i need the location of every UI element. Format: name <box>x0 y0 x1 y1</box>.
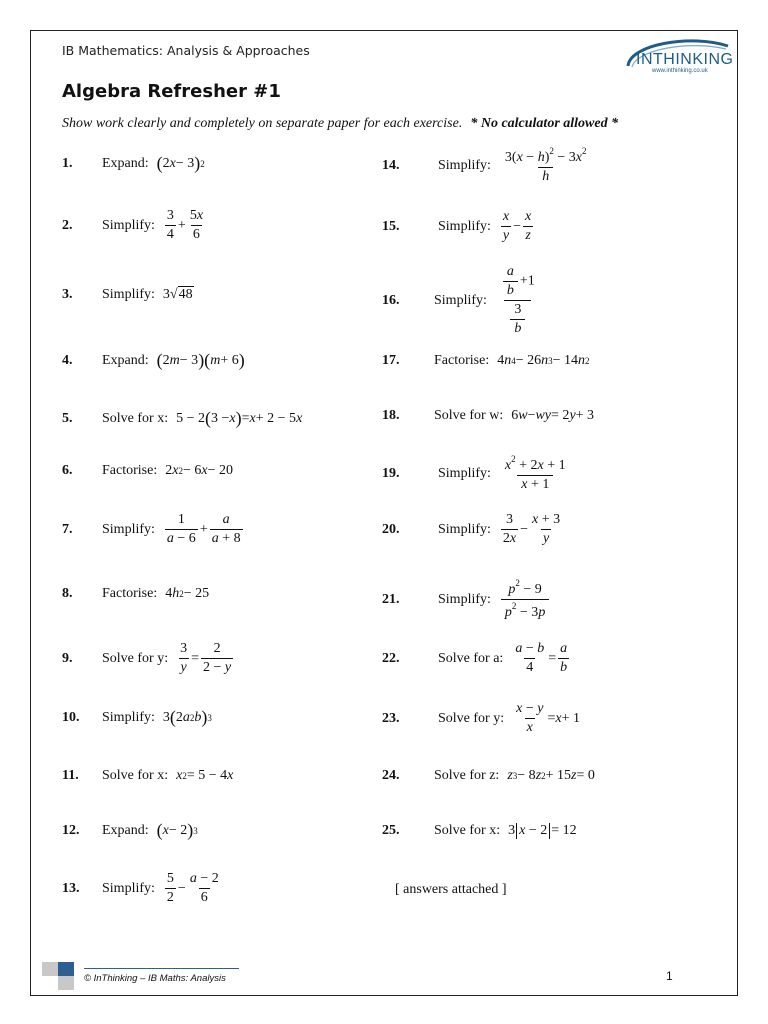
question-number: 10. <box>62 709 80 725</box>
question-verb: Simplify: <box>102 521 155 537</box>
question-verb: Factorise: <box>102 463 158 478</box>
question-expression: z 3 − 8 z 2 + 15 z = 0 <box>507 768 595 783</box>
question-24 <box>382 768 595 784</box>
question-9 <box>62 641 235 676</box>
question-verb: Solve for w: <box>434 408 504 423</box>
question-14 <box>382 146 593 185</box>
question-expression: 4 h 2 − 25 <box>165 586 210 601</box>
question-verb: Simplify: <box>438 157 491 173</box>
question-2 <box>62 208 207 243</box>
question-expression: 3 ( 2 a 2 b ) 3 <box>162 707 212 727</box>
question-expression: 5 − 2 ( 3 − x ) = x + 2 − 5 x <box>176 408 303 428</box>
question-expression: ( 2 x − 3 ) 2 <box>156 153 205 173</box>
question-number: 11. <box>62 768 79 783</box>
question-number: 8. <box>62 586 73 601</box>
page-title: Algebra Refresher #1 <box>62 81 281 102</box>
question-verb: Solve for z: <box>434 768 500 783</box>
question-verb: Solve for a: <box>438 650 504 666</box>
question-verb: Solve for y: <box>438 710 505 726</box>
question-15 <box>382 209 535 244</box>
question-10 <box>62 707 212 728</box>
question-verb: Simplify: <box>438 591 491 607</box>
instructions <box>62 116 618 132</box>
footer-divider <box>84 968 239 969</box>
question-verb: Factorise: <box>434 353 490 368</box>
question-number: 3. <box>62 286 73 302</box>
question-expression: $\frac{3}{2x}$ − $\frac{x + 3}{y}$ <box>502 512 561 546</box>
question-verb: Simplify: <box>102 217 155 233</box>
question-8 <box>62 586 209 602</box>
question-number: 24. <box>382 768 400 783</box>
question-number: 6. <box>62 463 73 478</box>
question-expression: 3 x − 2 = 12 <box>508 823 577 838</box>
question-expression: $\frac{a - b}{4}$ = $\frac{a}{b}$ <box>515 641 568 675</box>
question-expression: $\frac{x}{y}$ − $\frac{x}{z}$ <box>502 209 532 243</box>
question-expression: x 2 = 5 − 4 x <box>176 768 234 783</box>
question-number: 4. <box>62 352 73 368</box>
question-expression: $\frac{3}{y}$ = $\frac{2}{2 - y}$ <box>180 641 232 675</box>
question-number: 25. <box>382 823 400 838</box>
question-25 <box>382 823 577 839</box>
question-expression: $\frac{3}{4}$ + $\frac{5x}{6}$ <box>166 208 204 242</box>
question-expression: 4 n 4 − 26 n 3 − 14 n 2 <box>497 353 590 368</box>
footer-square <box>58 976 74 990</box>
question-expression: $\frac{1}{a - 6}$ + $\frac{a}{a + 8}$ <box>166 512 241 546</box>
question-number: 18. <box>382 408 400 423</box>
question-expression: $\frac{a}{b}$ +1 $\frac{3}{b}$ <box>495 264 541 337</box>
question-16 <box>382 264 541 337</box>
page-number: 1 <box>666 969 673 983</box>
question-expression: $\frac{5}{2}$ − $\frac{a - 2}{6}$ <box>166 871 219 905</box>
question-number: 15. <box>382 218 400 234</box>
question-verb: Simplify: <box>102 880 155 896</box>
question-number: 2. <box>62 217 73 233</box>
question-expression: $\frac{x^2 + 2x + 1}{x + 1}$ <box>504 454 566 492</box>
question-number: 12. <box>62 822 80 838</box>
question-verb: Expand: <box>102 352 149 368</box>
question-verb: Solve for y: <box>102 650 169 666</box>
question-22 <box>382 641 571 676</box>
question-expression: ( x − 2 ) 3 <box>156 820 198 840</box>
question-number: 19. <box>382 465 400 481</box>
question-verb: Simplify: <box>438 465 491 481</box>
question-23 <box>382 701 580 736</box>
question-expression: 2 x 2 − 6 x − 20 <box>165 463 233 478</box>
question-21 <box>382 578 551 621</box>
question-verb: Solve for x: <box>434 823 501 838</box>
question-19 <box>382 454 572 493</box>
question-3 <box>62 286 194 303</box>
course-title: IB Mathematics: Analysis & Approaches <box>62 43 310 58</box>
no-calculator-note: * No calculator allowed * <box>470 116 619 131</box>
question-verb: Expand: <box>102 155 149 171</box>
question-number: 14. <box>382 157 400 173</box>
footer-square <box>58 962 74 976</box>
question-1 <box>62 153 205 174</box>
question-13 <box>62 871 223 906</box>
question-4 <box>62 350 245 371</box>
question-verb: Expand: <box>102 822 149 838</box>
question-verb: Solve for x: <box>102 768 169 783</box>
question-number: 17. <box>382 353 400 368</box>
question-expression: ( 2 m − 3 )( m + 6 ) <box>156 350 245 370</box>
question-number: 21. <box>382 591 400 607</box>
question-verb: Solve for x: <box>102 410 169 426</box>
question-verb: Factorise: <box>102 586 158 601</box>
question-11 <box>62 768 233 784</box>
question-number: 9. <box>62 650 73 666</box>
question-verb: Simplify: <box>438 521 491 537</box>
answers-note: [ answers attached ] <box>395 882 507 897</box>
question-5 <box>62 408 302 429</box>
question-number: 16. <box>382 292 400 308</box>
question-number: 7. <box>62 521 73 537</box>
question-6 <box>62 463 233 479</box>
question-verb: Simplify: <box>434 292 487 308</box>
question-number: 1. <box>62 155 73 171</box>
question-number: 20. <box>382 521 400 537</box>
instructions-text: Show work clearly and completely on separate paper for each exercise. <box>62 116 463 131</box>
question-expression: $\frac{x - y}{x}$ = x + 1 <box>516 701 580 735</box>
question-20 <box>382 512 564 547</box>
logo-text: INTHINKING <box>636 51 734 68</box>
question-18 <box>382 408 594 424</box>
question-number: 22. <box>382 650 400 666</box>
question-verb: Simplify: <box>102 286 155 302</box>
question-number: 23. <box>382 710 400 726</box>
question-verb: Simplify: <box>102 709 155 725</box>
footer-square <box>42 962 58 976</box>
footer-copyright: © InThinking – IB Maths: Analysis <box>84 973 226 984</box>
question-number: 5. <box>62 410 73 426</box>
question-verb: Simplify: <box>438 218 491 234</box>
question-number: 13. <box>62 880 80 896</box>
question-expression: 6 w − wy = 2 y + 3 <box>511 408 595 423</box>
question-12 <box>62 820 198 841</box>
question-expression: 3 √ 48 <box>162 286 193 302</box>
logo-url: www.inthinking.co.uk <box>652 68 708 74</box>
question-expression: $\frac{3(x - h)^2 - 3x^2}{h}$ <box>504 146 587 184</box>
question-expression: $\frac{p^2 - 9}{p^2 - 3p}$ <box>499 578 551 621</box>
question-17 <box>382 353 590 369</box>
question-7 <box>62 512 245 547</box>
